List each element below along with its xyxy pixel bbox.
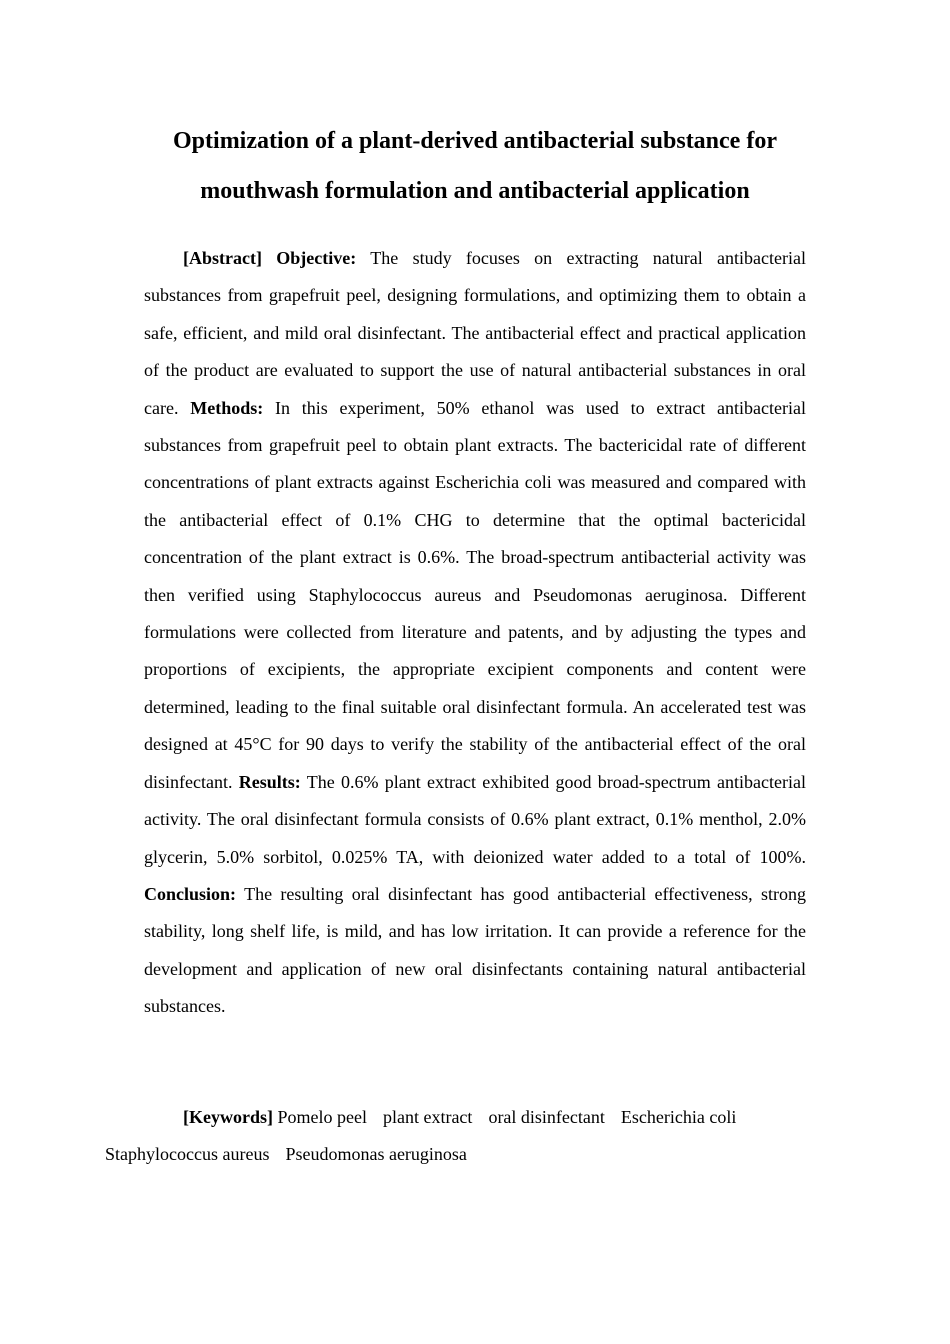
methods-text: In this experiment, 50% ethanol was used to extract antibacterial substances from grapefruit peel to obtain plant extracts. The bactericidal rate of different concentrations of plant extracts against Escherichia coli was measured and compared with the antibacterial effect of 0.1% CHG to determine that the optimal bactericidal concentration of the plant extract is 0.6%. The broad-spectrum antibacterial activity was then verified using Staphylococcus aureus and Pseudomonas aeruginosa. Different formulations were collected from literature and patents, and by adjusting the types and proportions of excipients, the appropriate excipient components and content were determined, leading to the final suitable oral disinfectant formula. An accelerated test was designed at 45°C for 90 days to verify the stability of the antibacterial effect of the oral disinfectant. (144, 397, 807, 792)
objective-label: Objective: (276, 248, 357, 268)
title-line-1: Optimization of a plant-derived antibacterial substance for (173, 128, 777, 154)
paper-title (100, 116, 850, 216)
keyword-item: Pseudomonas aeruginosa (285, 1144, 467, 1165)
abstract-label: [Abstract] (183, 248, 262, 268)
keyword-item: Escherichia coli (620, 1107, 737, 1127)
keyword-item: Pomelo peel (277, 1107, 367, 1127)
keyword-item: oral disinfectant (488, 1107, 605, 1127)
methods-label: Methods: (190, 397, 264, 418)
conclusion-text: The resulting oral disinfectant has good antibacterial effectiveness, strong stability, long shelf life, is mild, and has low irritation. It can provide a reference for the development and application of new oral disinfectants containing natural antibacterial substances. (144, 883, 806, 1017)
results-text: The 0.6% plant extract exhibited good broad-spectrum antibacterial activity. The oral disinfectant formula consists of 0.6% plant extract, 0.1% menthol, 2.0% glycerin, 5.0% sorbitol, 0.025% TA, with deionized water added to a total of 100%. (144, 771, 806, 867)
abstract-paragraph (144, 240, 806, 1026)
keywords-label: [Keywords] (183, 1107, 273, 1127)
title-line-2: mouthwash formulation and antibacterial application (200, 178, 750, 204)
keywords-paragraph (105, 1099, 806, 1174)
keyword-item: plant extract (382, 1107, 473, 1127)
results-label: Results: (238, 771, 301, 792)
keyword-item: Staphylococcus aureus (105, 1144, 270, 1165)
objective-text: The study focuses on extracting natural antibacterial substances from grapefruit peel, designing formulations, and optimizing them to obtain a safe, efficient, and mild oral disinfectant. The antibacterial effect and practical application of the product are evaluated to support the use of natural antibacterial substances in oral care. (144, 248, 806, 418)
conclusion-label: Conclusion: (144, 883, 237, 904)
